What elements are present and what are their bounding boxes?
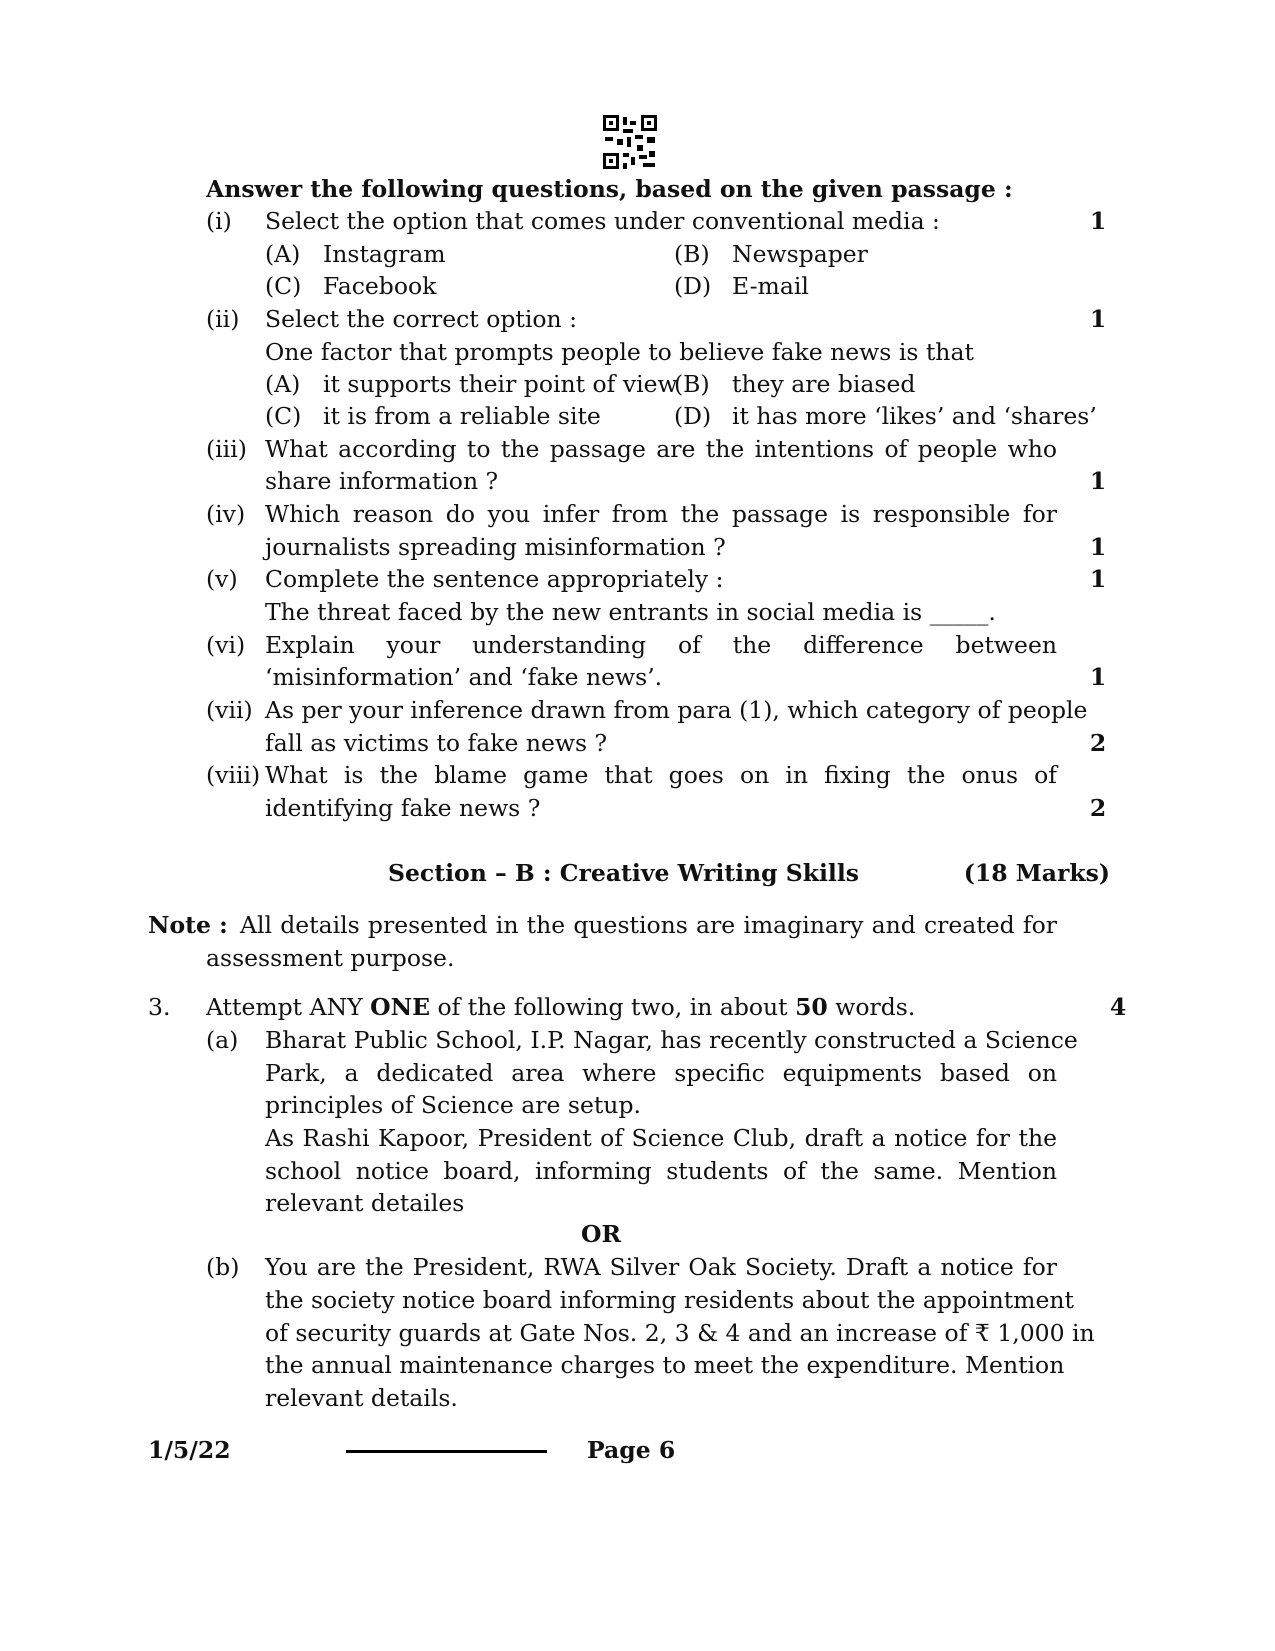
option-text: they are biased (732, 370, 916, 398)
question-text: ‘misinformation’ and ‘fake news’. (265, 663, 663, 691)
question-number: (vi) (206, 631, 246, 659)
question-text: Select the correct option : (265, 305, 578, 333)
marks: 1 (1089, 533, 1107, 561)
option-text: it has more ‘likes’ and ‘shares’ (732, 402, 1097, 430)
question-number: (viii) (206, 761, 261, 789)
option-key: (C) (265, 272, 302, 300)
question-text: share information ? (265, 467, 499, 495)
option-text: E-mail (732, 272, 809, 300)
section-marks: (18 Marks) (963, 859, 1110, 887)
question-number: (v) (206, 565, 238, 593)
option-b-line: relevant details. (265, 1384, 458, 1412)
option-a-line: relevant detailes (265, 1189, 465, 1217)
section-title: Section – B : Creative Writing Skills (388, 859, 860, 887)
marks: 1 (1089, 663, 1107, 691)
question-number: (ii) (206, 305, 240, 333)
question-text: The threat faced by the new entrants in social media is _____. (265, 598, 996, 626)
option-text: Facebook (323, 272, 437, 300)
option-key: (D) (674, 402, 712, 430)
note-label: Note : (148, 911, 228, 939)
question-number: (vii) (206, 696, 253, 724)
note-text: assessment purpose. (206, 944, 455, 972)
option-a-line: principles of Science are setup. (265, 1091, 641, 1119)
option-key: (a) (206, 1026, 239, 1054)
option-a-line: As Rashi Kapoor, President of Science Club, draft a notice for the (265, 1124, 1057, 1152)
option-text: Instagram (323, 240, 446, 268)
question-text: What is the blame game that goes on in fixing the onus of (265, 761, 1057, 789)
option-key: (C) (265, 402, 302, 430)
option-key: (A) (265, 240, 301, 268)
question-number: (iii) (206, 435, 247, 463)
qr-code (603, 115, 657, 169)
option-b-line: You are the President, RWA Silver Oak Society. Draft a notice for (265, 1253, 1057, 1281)
option-b-line: the society notice board informing residents about the appointment (265, 1286, 1074, 1314)
intro-text: words. (827, 993, 916, 1021)
option-a-line: Park, a dedicated area where specific equipments based on (265, 1059, 1057, 1087)
passage-questions-heading: Answer the following questions, based on the given passage : (206, 175, 1013, 203)
marks: 2 (1089, 729, 1107, 757)
question-intro (206, 992, 915, 1022)
question-text: As per your inference drawn from para (1), which category of people (265, 696, 1088, 724)
question-number: (iv) (206, 500, 246, 528)
intro-emphasis: ONE (370, 993, 430, 1021)
question-text: fall as victims to fake news ? (265, 729, 608, 757)
question-text: What according to the passage are the intentions of people who (265, 435, 1057, 463)
footer-divider (346, 1450, 547, 1453)
marks: 4 (1109, 993, 1127, 1021)
page-number: Page 6 (587, 1436, 676, 1464)
question-number: 3. (148, 993, 171, 1021)
option-key: (B) (674, 240, 710, 268)
marks: 1 (1089, 467, 1107, 495)
option-b-line: the annual maintenance charges to meet the expenditure. Mention (265, 1351, 1065, 1379)
question-number: (i) (206, 207, 232, 235)
question-text: Select the option that comes under conventional media : (265, 207, 940, 235)
question-text: Which reason do you infer from the passage is responsible for (265, 500, 1057, 528)
option-key: (B) (674, 370, 710, 398)
intro-text: of the following two, in about (430, 993, 796, 1021)
option-key: (A) (265, 370, 301, 398)
marks: 1 (1089, 305, 1107, 333)
option-key: (b) (206, 1253, 240, 1281)
intro-text: Attempt ANY (206, 993, 371, 1021)
option-text: it supports their point of view (323, 370, 678, 398)
question-text: identifying fake news ? (265, 794, 541, 822)
question-text: Complete the sentence appropriately : (265, 565, 724, 593)
note-text: All details presented in the questions are imaginary and created for (240, 911, 1057, 939)
intro-emphasis: 50 (795, 993, 828, 1021)
option-b-line: of security guards at Gate Nos. 2, 3 & 4 and an increase of ₹ 1,000 in (265, 1319, 1095, 1347)
option-text: it is from a reliable site (323, 402, 601, 430)
marks: 1 (1089, 565, 1107, 593)
option-a-line: school notice board, informing students of the same. Mention (265, 1157, 1057, 1185)
or-separator: OR (581, 1220, 622, 1248)
option-text: Newspaper (732, 240, 868, 268)
marks: 2 (1089, 794, 1107, 822)
paper-code: 1/5/22 (148, 1436, 231, 1464)
option-key: (D) (674, 272, 712, 300)
option-a-line: Bharat Public School, I.P. Nagar, has recently constructed a Science (265, 1026, 1078, 1054)
marks: 1 (1089, 207, 1107, 235)
question-text: Explain your understanding of the difference between (265, 631, 1057, 659)
question-text: journalists spreading misinformation ? (265, 533, 726, 561)
question-text: One factor that prompts people to believe fake news is that (265, 338, 974, 366)
